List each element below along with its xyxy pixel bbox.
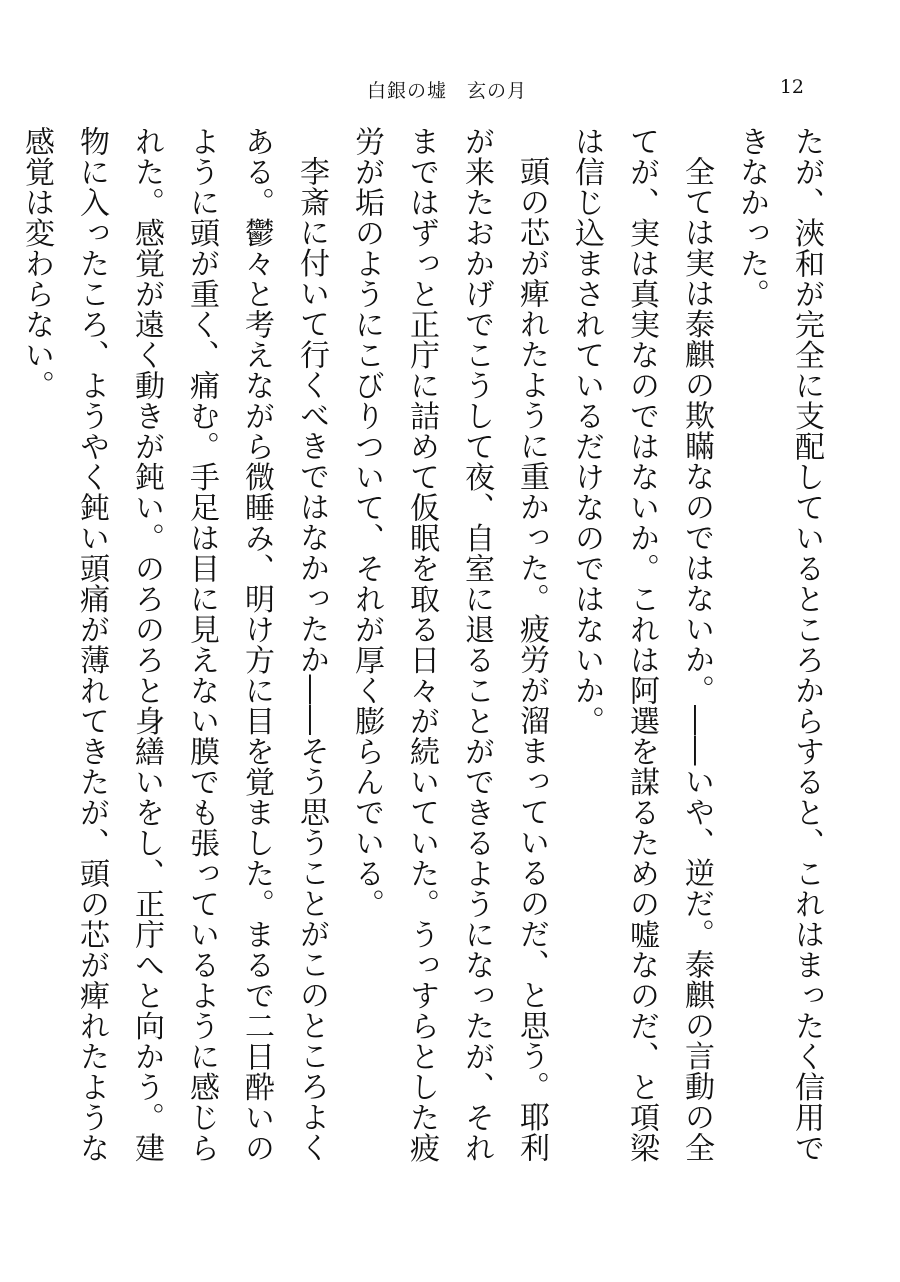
vertical-text-body [19, 126, 834, 1186]
paragraph: たが、浹和が完全に支配しているところからすると、これはまったく信用できなかった。 [734, 126, 824, 1163]
paragraph: 李斎に付いて行くべきではなかったか――そう思うことがこのところよくある。鬱々と考えながら微睡み、明け方に目を覚ました。まるで二日酔いのように頭が重く、痛む。手足は目に見えない膜でも張っているように感じられた。感覚が遠く動きが鈍い。のろのろと身繕いをし、正庁へと向かう。建物に入ったころ、ようやく鈍い頭痛が薄れてきたが、頭の芯が痺れたような感覚は変わらない。 [19, 126, 329, 1163]
book-title: 白銀の墟 玄の月 [367, 80, 528, 102]
paragraph: 頭の芯が痺れたように重かった。疲労が溜まっているのだ、と思う。耶利が来たおかげでこうして夜、自室に退ることができるようになったが、それまではずっと正庁に詰めて仮眠を取る日々が続いていた。うっすらとした疲労が垢のようにこびりついて、それが厚く膨らんでいる。 [349, 126, 549, 1163]
page-number: 12 [779, 76, 804, 98]
paragraph [0, 126, 9, 1186]
running-header [0, 76, 900, 106]
paragraph: 全ては実は泰麒の欺瞞なのではないか。――いや、逆だ。泰麒の言動の全てが、実は真実なのではないか。これは阿選を謀るための嘘なのだ、と項梁は信じ込まされているだけなのではないか。 [569, 126, 714, 1163]
